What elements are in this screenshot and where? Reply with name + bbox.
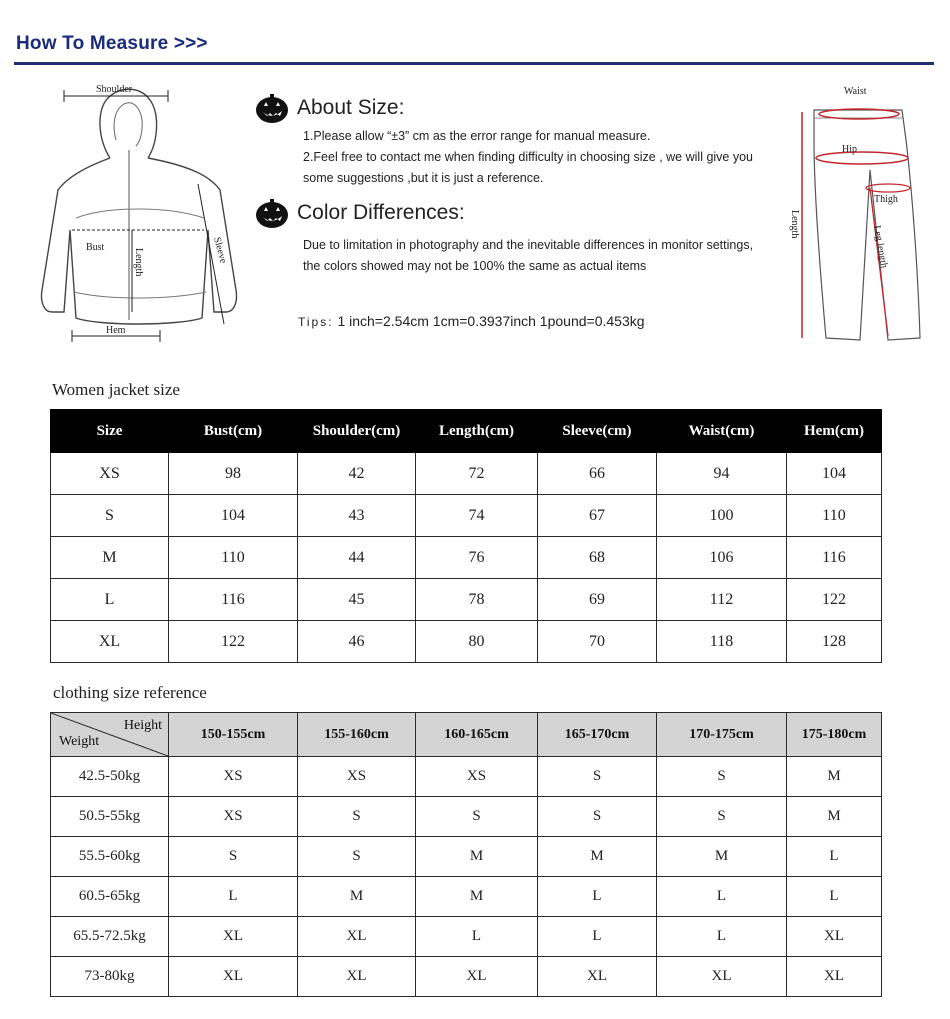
label-sleeve: Sleeve (211, 235, 229, 265)
column-header: Hem(cm) (787, 410, 882, 453)
table-cell: 46 (298, 621, 416, 663)
table-cell: S (657, 797, 787, 837)
reference-table-caption: clothing size reference (53, 683, 207, 702)
table-cell: L (787, 837, 882, 877)
pants-measure-diagram (784, 80, 934, 350)
table-cell: 122 (169, 621, 298, 663)
table-cell: 50.5-55kg (51, 797, 169, 837)
table-cell: 43 (298, 495, 416, 537)
table-cell: 45 (298, 579, 416, 621)
table-cell: M (787, 757, 882, 797)
jacket-size-table (50, 409, 882, 663)
page-title: How To Measure >>> (16, 33, 208, 54)
table-cell: M (416, 837, 538, 877)
unit-tips (298, 313, 645, 329)
table-cell: 112 (657, 579, 787, 621)
table-cell: L (169, 877, 298, 917)
table-cell: S (657, 757, 787, 797)
table-cell: 118 (657, 621, 787, 663)
table-cell: S (169, 837, 298, 877)
label-shoulder: Shoulder (96, 84, 133, 95)
column-header: 150-155cm (169, 713, 298, 757)
column-header: 165-170cm (538, 713, 657, 757)
table-row (51, 621, 882, 663)
label-hip: Hip (842, 144, 857, 155)
table-cell: XL (169, 917, 298, 957)
size-reference-table (50, 712, 882, 997)
color-diff-title: Color Differences: (297, 201, 465, 224)
table-cell: 65.5-72.5kg (51, 917, 169, 957)
corner-weight-label: Weight (59, 734, 100, 749)
table-row (51, 957, 882, 997)
table-cell: XL (657, 957, 787, 997)
table-cell: 72 (416, 453, 538, 495)
table-cell: 110 (787, 495, 882, 537)
about-size-heading (255, 90, 785, 126)
table-cell: 55.5-60kg (51, 837, 169, 877)
column-header: Bust(cm) (169, 410, 298, 453)
table-cell: L (51, 579, 169, 621)
column-header: Shoulder(cm) (298, 410, 416, 453)
column-header: Length(cm) (416, 410, 538, 453)
table-cell: S (538, 757, 657, 797)
table-cell: L (657, 877, 787, 917)
table-row (51, 453, 882, 495)
about-line-1: 1.Please allow “±3” cm as the error range for manual measure. (303, 129, 651, 143)
table-row (51, 917, 882, 957)
table-cell: XS (298, 757, 416, 797)
column-header: 155-160cm (298, 713, 416, 757)
table-cell: M (298, 877, 416, 917)
table-cell: M (416, 877, 538, 917)
table-cell: XL (416, 957, 538, 997)
table-cell: S (298, 837, 416, 877)
table-row (51, 757, 882, 797)
table-cell: 69 (538, 579, 657, 621)
corner-height-label: Height (123, 718, 162, 733)
table-cell: 60.5-65kg (51, 877, 169, 917)
table-row (51, 797, 882, 837)
color-diff-heading (255, 195, 785, 231)
table-cell: 76 (416, 537, 538, 579)
table-row (51, 837, 882, 877)
table-cell: L (416, 917, 538, 957)
column-header: 170-175cm (657, 713, 787, 757)
table-cell: 78 (416, 579, 538, 621)
jacket-table-caption: Women jacket size (52, 380, 180, 399)
table-cell: 73-80kg (51, 957, 169, 997)
header-divider (14, 62, 934, 65)
table-cell: L (538, 917, 657, 957)
table-cell: M (538, 837, 657, 877)
label-thigh: Thigh (874, 194, 898, 205)
table-cell: XS (416, 757, 538, 797)
about-line-3: some suggestions ,but it is just a reference. (303, 171, 544, 185)
color-line-1: Due to limitation in photography and the inevitable differences in monitor settings, (303, 238, 754, 252)
table-cell: XL (298, 917, 416, 957)
pumpkin-icon (255, 197, 289, 229)
table-cell: 104 (169, 495, 298, 537)
table-cell: L (657, 917, 787, 957)
about-line-2: 2.Feel free to contact me when finding difficulty in choosing size , we will give you (303, 150, 753, 164)
jacket-measure-diagram (28, 80, 248, 342)
table-cell: 128 (787, 621, 882, 663)
tips-label: Tips: (298, 315, 334, 329)
table-cell: 122 (787, 579, 882, 621)
table-cell: M (51, 537, 169, 579)
label-length: Length (133, 248, 144, 277)
table-cell: 66 (538, 453, 657, 495)
label-bust: Bust (86, 242, 105, 253)
table-cell: XS (169, 797, 298, 837)
tips-text: 1 inch=2.54cm 1cm=0.3937inch 1pound=0.453kg (337, 313, 645, 329)
table-row (51, 877, 882, 917)
table-header-row (51, 410, 882, 453)
table-cell: 42 (298, 453, 416, 495)
about-size-title: About Size: (297, 96, 405, 119)
table-cell: S (538, 797, 657, 837)
column-header: 160-165cm (416, 713, 538, 757)
column-header: 175-180cm (787, 713, 882, 757)
table-cell: 116 (787, 537, 882, 579)
table-cell: XL (169, 957, 298, 997)
table-row (51, 579, 882, 621)
table-row (51, 495, 882, 537)
table-row (51, 537, 882, 579)
corner-header-cell (51, 713, 169, 757)
table-cell: L (787, 877, 882, 917)
table-cell: 104 (787, 453, 882, 495)
table-cell: 94 (657, 453, 787, 495)
pumpkin-icon (255, 92, 289, 124)
table-header-row (51, 713, 882, 757)
table-cell: XL (787, 957, 882, 997)
info-panel (255, 90, 785, 277)
table-cell: XL (787, 917, 882, 957)
table-cell: 106 (657, 537, 787, 579)
table-cell: 44 (298, 537, 416, 579)
table-cell: 80 (416, 621, 538, 663)
table-cell: 100 (657, 495, 787, 537)
table-cell: 74 (416, 495, 538, 537)
table-cell: XS (51, 453, 169, 495)
label-leg-length: Leg length (871, 224, 890, 269)
table-cell: XL (538, 957, 657, 997)
column-header: Sleeve(cm) (538, 410, 657, 453)
table-cell: 68 (538, 537, 657, 579)
table-cell: 42.5-50kg (51, 757, 169, 797)
label-hem: Hem (106, 325, 126, 336)
table-cell: 116 (169, 579, 298, 621)
color-line-2: the colors showed may not be 100% the same as actual items (303, 259, 647, 273)
table-cell: 110 (169, 537, 298, 579)
table-cell: S (298, 797, 416, 837)
table-cell: M (657, 837, 787, 877)
table-cell: 70 (538, 621, 657, 663)
table-cell: 98 (169, 453, 298, 495)
table-cell: XL (298, 957, 416, 997)
table-cell: XS (169, 757, 298, 797)
table-cell: L (538, 877, 657, 917)
label-pants-length: Length (789, 210, 800, 239)
table-cell: S (51, 495, 169, 537)
column-header: Waist(cm) (657, 410, 787, 453)
table-cell: M (787, 797, 882, 837)
table-cell: 67 (538, 495, 657, 537)
label-waist: Waist (844, 86, 867, 97)
column-header: Size (51, 410, 169, 453)
table-cell: S (416, 797, 538, 837)
table-cell: XL (51, 621, 169, 663)
